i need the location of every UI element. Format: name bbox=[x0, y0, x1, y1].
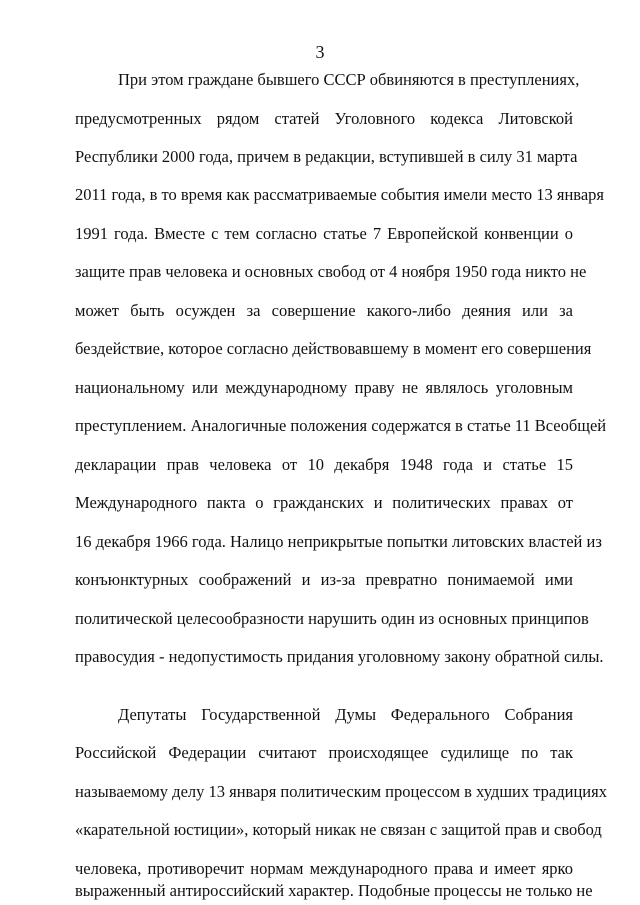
text-line: Международного пакта о гражданских и политических правах от bbox=[75, 493, 573, 512]
text-line: Республики 2000 года, причем в редакции, вступившей в силу 31 марта bbox=[75, 147, 578, 166]
text-line: «карательной юстиции», который никак не связан с защитой прав и свобод bbox=[75, 820, 602, 839]
text-line: политической целесообразности нарушить один из основных принципов bbox=[75, 609, 589, 628]
text-line: Российской Федерации считают происходящее судилище по так bbox=[75, 743, 573, 762]
text-line: преступлением. Аналогичные положения содержатся в статье 11 Всеобщей bbox=[75, 416, 607, 435]
text-line: называемому делу 13 января политическим процессом в худших традициях bbox=[75, 782, 607, 801]
text-line: правосудия - недопустимость придания уголовному закону обратной силы. bbox=[75, 647, 604, 666]
text-line: При этом граждане бывшего СССР обвиняются в преступлениях, bbox=[118, 70, 580, 89]
text-line: бездействие, которое согласно действовавшему в момент его совершения bbox=[75, 339, 592, 358]
text-line: выраженный антироссийский характер. Подобные процессы не только не bbox=[75, 881, 593, 900]
page-number: 3 bbox=[315, 42, 325, 62]
text-line: может быть осужден за совершение какого-либо деяния или за bbox=[75, 301, 573, 320]
text-line: 1991 года. Вместе с тем согласно статье 7 Европейской конвенции о bbox=[75, 224, 573, 243]
text-line: национальному или международному праву не являлось уголовным bbox=[75, 378, 573, 397]
text-line: Депутаты Государственной Думы Федерального Собрания bbox=[118, 705, 573, 724]
text-line: защите прав человека и основных свобод от 4 ноября 1950 года никто не bbox=[75, 262, 587, 281]
text-line: конъюнктурных соображений и из-за превратно понимаемой ими bbox=[75, 570, 573, 589]
text-line: декларации прав человека от 10 декабря 1948 года и статье 15 bbox=[75, 455, 573, 474]
text-line: предусмотренных рядом статей Уголовного кодекса Литовской bbox=[75, 109, 573, 128]
text-line: 16 декабря 1966 года. Налицо неприкрытые попытки литовских властей из bbox=[75, 532, 602, 551]
text-line: человека, противоречит нормам международного права и имеет ярко bbox=[75, 859, 573, 878]
text-line: 2011 года, в то время как рассматриваемые события имели место 13 января bbox=[75, 185, 605, 204]
